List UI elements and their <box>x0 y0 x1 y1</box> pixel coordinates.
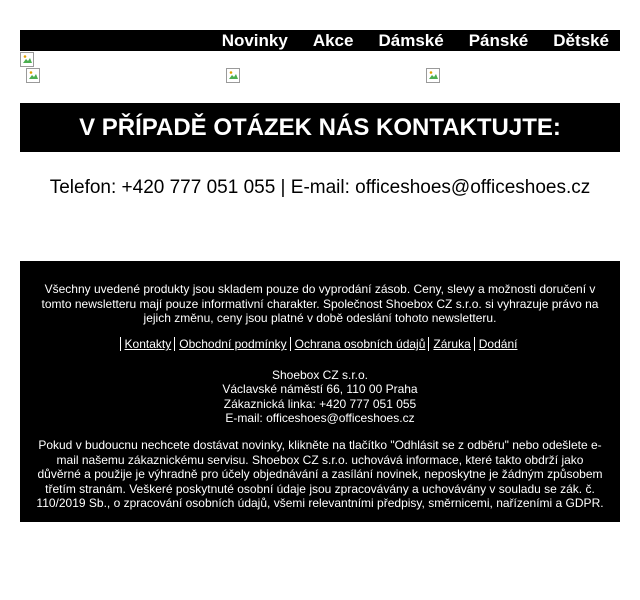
nav-item-detske[interactable]: Dětské <box>553 31 609 50</box>
broken-image-icon[interactable] <box>426 68 440 83</box>
footer-links <box>20 337 620 352</box>
company-address: Václavské náměstí 66, 110 00 Praha <box>222 382 418 397</box>
nav-item-panske[interactable]: Pánské <box>468 31 529 50</box>
broken-image-icon[interactable] <box>226 68 240 83</box>
footer <box>20 261 620 522</box>
broken-image-icon[interactable] <box>26 68 40 83</box>
footer-link-dodani[interactable]: Dodání <box>474 337 521 351</box>
nav-item-akce[interactable]: Akce <box>312 31 354 50</box>
footer-optout-text: Pokud v budoucnu nechcete dostávat novinky, klikněte na tlačítko "Odhlásit se z odběru" nebo odešlete e-mail našemu zákaznickému servisu. Shoebox CZ s.r.o. uchovává informace, které takto obdrží jako důvěrné a použije je výhradně pro účely objednávání a zasílání novinek, neposkytne je žádným způsobem třetím stranám. Veškeré poskytnuté osobní údaje jsou zpracovávány a uchovávány v souladu se zák. č. 110/2019 Sb., o zpracování osobních údajů, všemi relevantními předpisy, směrnicemi, nařízeními a GDPR. <box>36 438 604 510</box>
footer-link-kontakty[interactable]: Kontakty <box>120 337 175 351</box>
footer-link-ochrana-udaju[interactable]: Ochrana osobních údajů <box>290 337 429 351</box>
contact-line: Telefon: +420 777 051 055 | E-mail: officeshoes@officeshoes.cz <box>49 177 591 198</box>
company-name: Shoebox CZ s.r.o. <box>271 368 369 382</box>
broken-image-icon[interactable] <box>20 52 34 67</box>
nav-item-damske[interactable]: Dámské <box>378 31 444 50</box>
company-email: E-mail: officeshoes@officeshoes.cz <box>225 410 415 425</box>
nav-item-novinky[interactable]: Novinky <box>221 31 288 50</box>
footer-link-zaruka[interactable]: Záruka <box>428 337 473 351</box>
footer-company-info <box>20 368 620 425</box>
footer-disclaimer: Všechny uvedené produkty jsou skladem pouze do vyprodání zásob. Ceny, slevy a možnosti doručení v tomto newsletteru mají pouze informativní charakter. Společnost Shoebox CZ s.r.o. si vyhrazuje právo na jejich změnu, ceny jsou platné v době odeslání tohoto newsletteru. <box>41 282 599 325</box>
contact-heading: V PŘÍPADĚ OTÁZEK NÁS KONTAKTUJTE: <box>20 103 620 152</box>
footer-link-obchodni-podminky[interactable]: Obchodní podmínky <box>174 337 289 351</box>
company-phone: Zákaznická linka: +420 777 051 055 <box>223 396 417 411</box>
top-navigation <box>20 30 620 51</box>
